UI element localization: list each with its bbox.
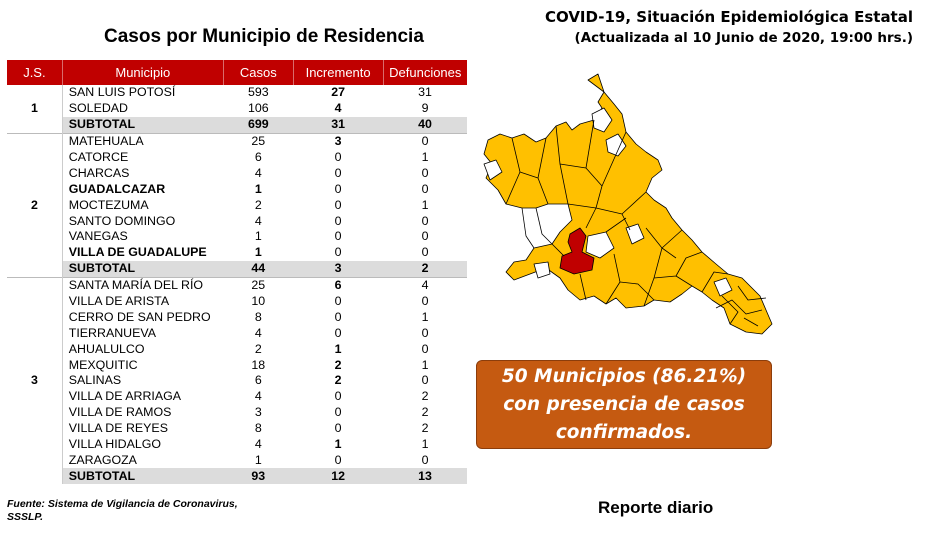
coverage-callout: 50 Municipios (86.21%) con presencia de casos confirmados.: [476, 360, 772, 449]
incremento-cell: 0: [334, 245, 342, 260]
municipio-cell: SANTA MARÍA DEL RÍO: [62, 277, 223, 293]
subtotal-defunciones: 13: [383, 468, 467, 484]
defunciones-cell: 31: [418, 85, 432, 100]
table-row: [7, 294, 467, 310]
municipio-cell: SOLEDAD: [68, 101, 128, 116]
source-line-2: SSSLP.: [7, 511, 43, 523]
table-row: [7, 421, 467, 437]
js-cell: 1: [7, 85, 62, 133]
incremento-cell: 0: [334, 150, 342, 164]
casos-cell: 6: [254, 150, 262, 164]
municipio-cell: SALINAS: [68, 373, 122, 388]
incremento-cell: 27: [331, 85, 346, 100]
col-incremento: Incremento: [293, 60, 383, 85]
defunciones-cell: 0: [421, 452, 429, 467]
casos-cell: 10: [251, 294, 266, 309]
defunciones-cell: 2: [421, 389, 429, 404]
table-row: [7, 389, 467, 405]
subtotal-label: SUBTOTAL: [62, 468, 223, 484]
subtotal-row: [7, 468, 467, 484]
municipio-cell: SAN LUIS POTOSÍ: [68, 85, 176, 100]
subtotal-defunciones: 40: [383, 117, 467, 133]
defunciones-cell: 0: [421, 294, 429, 309]
municipio-cell: SANTO DOMINGO: [68, 213, 176, 228]
incremento-cell: 1: [334, 437, 342, 452]
municipio-cell: VILLA DE ARRIAGA: [68, 389, 182, 404]
incremento-cell: 0: [334, 294, 342, 309]
table-row: [7, 197, 467, 213]
table-body: [7, 85, 467, 484]
casos-cell: 3: [254, 405, 262, 420]
casos-cell: 25: [223, 277, 293, 293]
source-line-1: Fuente: Sistema de Vigilancia de Coronavirus,: [7, 498, 238, 510]
defunciones-cell: 4: [383, 277, 467, 293]
table-row: [7, 277, 467, 293]
casos-cell: 2: [254, 197, 262, 212]
daily-report-label: Reporte diario: [598, 498, 714, 517]
municipio-cell: VILLA DE GUADALUPE: [68, 245, 207, 260]
defunciones-cell: 0: [421, 229, 429, 244]
municipio-cell: VILLA DE RAMOS: [68, 405, 172, 420]
defunciones-cell: 2: [421, 405, 429, 420]
col-js: J.S.: [7, 60, 62, 85]
table-row: [7, 133, 467, 149]
incremento-cell: 0: [334, 309, 342, 324]
map-state-shape: [484, 74, 772, 334]
incremento-cell: 4: [334, 101, 342, 116]
col-casos: Casos: [223, 60, 293, 85]
source-note: [7, 498, 238, 524]
municipio-cell: MEXQUITIC: [68, 357, 138, 372]
municipio-cell: CATORCE: [68, 150, 129, 164]
defunciones-cell: 0: [421, 213, 429, 228]
table-row: [7, 341, 467, 357]
municipio-cell: ZARAGOZA: [68, 452, 137, 467]
casos-cell: 4: [254, 437, 262, 452]
table-row: [7, 452, 467, 468]
casos-cell: 106: [247, 101, 269, 116]
js-cell: 2: [7, 133, 62, 277]
defunciones-cell: 0: [421, 373, 429, 388]
casos-cell: 8: [254, 421, 262, 436]
report-update-date: (Actualizada al 10 Junio de 2020, 19:00 hrs.): [574, 30, 913, 46]
casos-cell: 1: [254, 245, 262, 260]
table-row: [7, 325, 467, 341]
casos-cell: 8: [254, 309, 262, 324]
municipio-cell: TIERRANUEVA: [68, 325, 156, 340]
col-municipio: Municipio: [62, 60, 223, 85]
incremento-cell: 0: [334, 389, 342, 404]
defunciones-cell: 0: [421, 165, 429, 180]
table-row: [7, 309, 467, 325]
municipio-cell: VILLA HIDALGO: [68, 437, 162, 452]
defunciones-cell: 9: [421, 101, 429, 116]
table-row: [7, 373, 467, 389]
subtotal-casos: 699: [223, 117, 293, 133]
table-row: [7, 101, 467, 117]
table-row: [7, 181, 467, 197]
defunciones-cell: 1: [421, 197, 429, 212]
table-row: [7, 85, 467, 101]
casos-cell: 4: [254, 389, 262, 404]
map-unaffected-southwest: [534, 262, 550, 278]
table-row: [7, 213, 467, 229]
subtotal-row: [7, 117, 467, 133]
municipio-cell: AHUALULCO: [68, 341, 145, 356]
incremento-cell: 2: [334, 357, 342, 372]
defunciones-cell: 1: [421, 357, 429, 372]
casos-cell: 1: [254, 229, 262, 244]
municipio-cell: VILLA DE ARISTA: [68, 294, 170, 309]
casos-cell: 18: [251, 357, 266, 372]
incremento-cell: 0: [334, 229, 342, 244]
casos-cell: 4: [254, 325, 262, 340]
table-row: [7, 437, 467, 453]
table-row: [7, 357, 467, 373]
incremento-cell: 0: [334, 325, 342, 340]
table-row: [7, 165, 467, 181]
incremento-cell: 0: [334, 165, 342, 180]
municipio-cell: MOCTEZUMA: [68, 197, 149, 212]
casos-cell: 4: [254, 165, 262, 180]
subtotal-incremento: 12: [293, 468, 383, 484]
subtotal-label: SUBTOTAL: [62, 117, 223, 133]
municipio-cell: GUADALCAZAR: [68, 181, 166, 196]
defunciones-cell: 2: [421, 421, 429, 436]
municipio-cell: CHARCAS: [68, 165, 130, 180]
report-header: [545, 8, 913, 46]
incremento-cell: 0: [334, 421, 342, 436]
casos-cell: 2: [254, 341, 262, 356]
casos-cell: 1: [254, 181, 262, 196]
municipio-cell: MATEHUALA: [62, 133, 223, 149]
subtotal-defunciones: 2: [383, 261, 467, 277]
incremento-cell: 0: [334, 213, 342, 228]
incremento-cell: 2: [334, 373, 342, 388]
incremento-cell: 0: [334, 181, 342, 196]
casos-cell: 593: [247, 85, 269, 100]
subtotal-incremento: 3: [293, 261, 383, 277]
map-outline: [484, 74, 772, 334]
table-header-row: [7, 60, 467, 85]
defunciones-cell: 1: [421, 309, 429, 324]
cases-table: [7, 60, 467, 484]
defunciones-cell: 1: [421, 150, 429, 164]
subtotal-casos: 93: [223, 468, 293, 484]
report-title: COVID-19, Situación Epidemiológica Estatal: [544, 8, 913, 26]
js-cell: 3: [7, 277, 62, 484]
casos-cell: 4: [254, 213, 262, 228]
defunciones-cell: 0: [421, 181, 429, 196]
incremento-cell: 3: [293, 133, 383, 149]
casos-cell: 25: [223, 133, 293, 149]
incremento-cell: 6: [293, 277, 383, 293]
table-row: [7, 150, 467, 166]
defunciones-cell: 0: [383, 133, 467, 149]
defunciones-cell: 0: [421, 245, 429, 260]
incremento-cell: 0: [334, 452, 342, 467]
municipio-cell: VILLA DE REYES: [68, 421, 168, 436]
col-defunciones: Defunciones: [383, 60, 467, 85]
table-row: [7, 245, 467, 261]
subtotal-row: [7, 261, 467, 277]
subtotal-casos: 44: [223, 261, 293, 277]
defunciones-cell: 0: [421, 341, 429, 356]
municipio-cell: VANEGAS: [68, 229, 128, 244]
casos-cell: 1: [254, 452, 262, 467]
casos-cell: 6: [254, 373, 262, 388]
table-row: [7, 405, 467, 421]
municipio-cell: CERRO DE SAN PEDRO: [68, 309, 211, 324]
subtotal-label: SUBTOTAL: [62, 261, 223, 277]
incremento-cell: 0: [334, 197, 342, 212]
incremento-cell: 1: [334, 341, 342, 356]
subtotal-incremento: 31: [293, 117, 383, 133]
defunciones-cell: 0: [421, 325, 429, 340]
table-row: [7, 229, 467, 245]
page-title: Casos por Municipio de Residencia: [104, 26, 424, 47]
defunciones-cell: 1: [421, 437, 429, 452]
state-map: [476, 68, 776, 346]
incremento-cell: 0: [334, 405, 342, 420]
